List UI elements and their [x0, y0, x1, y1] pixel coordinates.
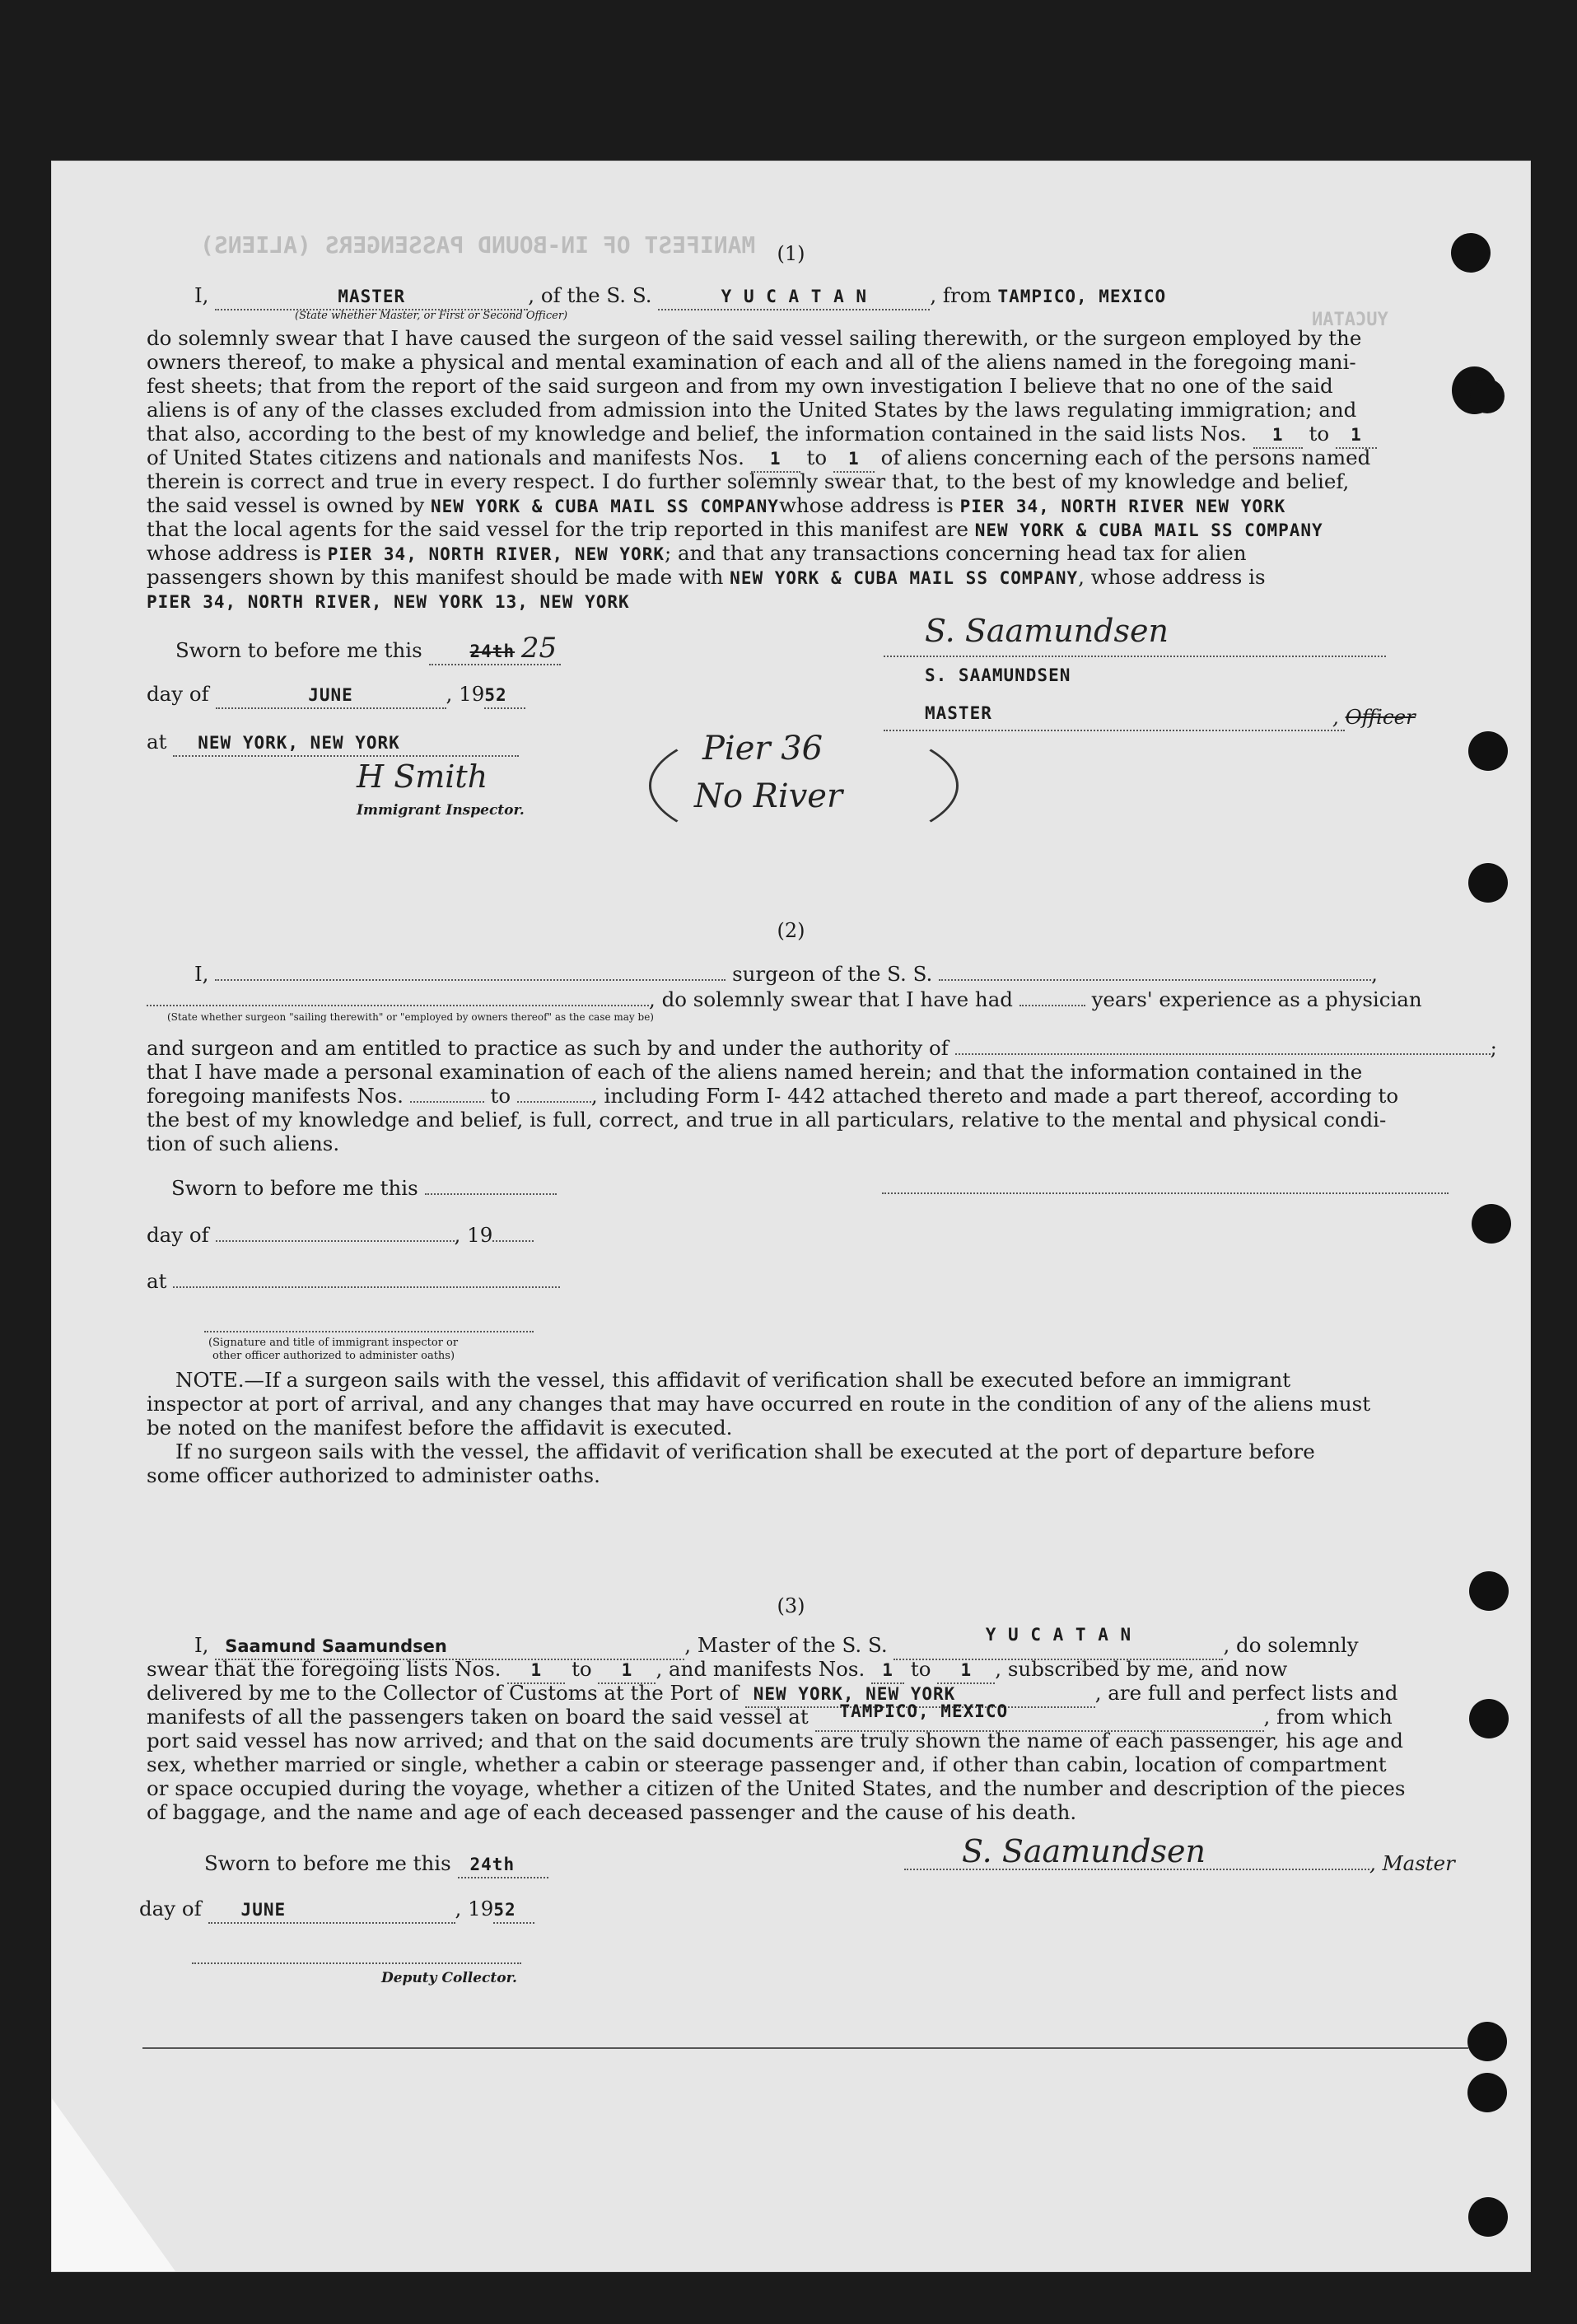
sec2-at — [147, 1269, 560, 1293]
sec1-text-4: aliens is of any of the classes excluded from admission into the United States by the laws regulating immigration; and — [147, 398, 1357, 422]
punch-hole — [1472, 1204, 1511, 1244]
sec1-text-2: owners thereof, to make a physical and mental examination of each and all of the aliens named in the foregoing mani- — [147, 350, 1356, 374]
sec1-day-of — [147, 682, 525, 709]
sec2-line-1: I, surgeon of the S. S. , — [194, 962, 1378, 986]
officer-label: , Officer — [1332, 705, 1416, 729]
deputy-collector-label: Deputy Collector. — [381, 1970, 517, 1986]
sec3-master-name: Saamund Saamundsen — [225, 1636, 447, 1656]
sec2-manifests-label: foregoing manifests Nos. — [147, 1084, 404, 1108]
sec1-text-1: do solemnly swear that I have caused the surgeon of the said vessel sailing therewith, or the surgeon employed by the — [147, 326, 1362, 350]
officer-word: Officer — [1345, 705, 1416, 729]
punch-hole — [1468, 2197, 1508, 2237]
sec2-sworn-day-field — [425, 1193, 557, 1195]
sec1-tax-address: PIER 34, NORTH RIVER, NEW YORK 13, NEW YORK — [147, 592, 630, 612]
sec2-i: I, — [194, 962, 209, 986]
sec3-sworn — [204, 1851, 548, 1878]
sec1-to-2: to — [806, 446, 828, 469]
sec1-at — [147, 730, 519, 757]
sec1-owner: NEW YORK & CUBA MAIL SS COMPANY — [431, 497, 779, 516]
punch-hole — [1467, 2022, 1507, 2061]
section-1-number: (1) — [777, 242, 805, 265]
sec1-line-rank — [194, 283, 1166, 310]
sec1-to-1: to — [1309, 422, 1330, 446]
sec1-at-label: at — [147, 730, 167, 754]
sec3-manifest-to: 1 — [960, 1660, 973, 1680]
sec1-sworn-day-field — [429, 632, 561, 665]
sec1-i: I, — [194, 283, 209, 307]
sec3-from-which: , from which — [1263, 1705, 1393, 1729]
sec1-text-12 — [147, 589, 630, 614]
sec1-from: , from — [930, 283, 991, 307]
inspector-signature: H Smith — [357, 758, 488, 795]
sec3-year-prefix: , 19 — [455, 1897, 494, 1920]
note-line-1: NOTE.—If a surgeon sails with the vessel, this affidavit of verification shall be executed before an immigrant — [175, 1368, 1291, 1392]
punch-hole — [1451, 233, 1491, 273]
sec1-whose-address: whose address is — [778, 493, 954, 517]
sec1-rank-hint: (State whether Master, or First or Second Officer) — [295, 310, 568, 322]
sec3-line-8: of baggage, and the name and age of each deceased passenger and the cause of his death. — [147, 1800, 1077, 1824]
section-3-number: (3) — [777, 1594, 805, 1617]
sec3-line-6: sex, whether married or single, whether a cabin or steerage passenger and, if other than cabin, location of compartment — [147, 1752, 1387, 1776]
sec1-text-5a: that also, according to the best of my knowledge and belief, the information contained in the said lists Nos. — [147, 422, 1247, 446]
sec3-full-perfect: , are full and perfect lists and — [1094, 1681, 1398, 1705]
sec2-sig-hint-2: other officer authorized to administer oaths) — [212, 1350, 455, 1362]
bleed-through-title: MANIFEST OF IN-BOUND PASSENGERS (ALIENS) — [200, 231, 756, 259]
sec2-authority: and surgeon and am entitled to practice as such by and under the authority of — [147, 1036, 949, 1060]
sec3-year: 52 — [493, 1900, 516, 1920]
sec1-manifest-from: 1 — [769, 449, 782, 469]
punch-hole — [1468, 863, 1508, 903]
sec2-sworn-label: Sworn to before me this — [171, 1176, 418, 1200]
sec3-port: NEW YORK, NEW YORK — [753, 1684, 956, 1704]
punch-hole — [1467, 2073, 1507, 2112]
sec2-year-prefix: , 19 — [454, 1223, 493, 1247]
sec3-manifests-all: manifests of all the passengers taken on board the said vessel at — [147, 1705, 809, 1729]
handwritten-note-line-1: Pier 36 — [702, 730, 823, 768]
sec1-text-8 — [147, 493, 1285, 519]
sec2-line-5 — [147, 1084, 1398, 1108]
sec1-month-field — [216, 682, 446, 709]
sec3-signature-line — [904, 1869, 1369, 1870]
sec1-day-new: 25 — [520, 632, 558, 665]
sec3-vessel: Y U C A T A N — [985, 1625, 1132, 1645]
sec1-owned-by: the said vessel is owned by — [147, 493, 425, 517]
sec3-list-from: 1 — [530, 1660, 543, 1680]
sec3-master-label: , Master — [1369, 1851, 1455, 1875]
sec2-line-2 — [147, 987, 1422, 1011]
sec2-day-of — [147, 1223, 534, 1247]
sec1-text-3: fest sheets; that from the report of the said surgeon and from my own investigation I believe that no one of the said — [147, 374, 1333, 398]
sec3-master-of: , Master of the S. S. — [684, 1633, 888, 1657]
sec2-line-3: and surgeon and am entitled to practice as such by and under the authority of ; — [147, 1036, 1497, 1060]
inspector-label: Immigrant Inspector. — [357, 802, 525, 819]
sec1-day-of-label: day of — [147, 682, 209, 706]
sec2-month-field — [216, 1240, 455, 1242]
sec3-sworn-day-field — [458, 1851, 548, 1878]
sec1-port: TAMPICO, MEXICO — [997, 287, 1167, 306]
sec1-rank: MASTER — [338, 287, 406, 306]
sec1-year: 52 — [484, 685, 507, 705]
sec3-to-2: to — [910, 1657, 931, 1681]
sec1-manifest-to: 1 — [848, 449, 860, 469]
document-page — [51, 161, 1531, 2272]
sec1-text-6b: of aliens concerning each of the persons named — [880, 446, 1371, 469]
sec3-manifests-label: , and manifests Nos. — [656, 1657, 865, 1681]
sec3-i: I, — [194, 1633, 209, 1657]
sec3-year-field — [493, 1897, 534, 1924]
folded-corner — [52, 2098, 175, 2271]
sec1-year-prefix: , 19 — [446, 682, 485, 706]
section-2-number: (2) — [777, 919, 805, 942]
punch-hole — [1468, 731, 1508, 771]
sec1-text-6a: of United States citizens and nationals and manifests Nos. — [147, 446, 744, 469]
sec2-years-field — [1019, 1005, 1085, 1006]
sec2-place-field — [173, 1286, 560, 1288]
sec2-sworn — [171, 1176, 557, 1200]
sec3-subscribed: , subscribed by me, and now — [995, 1657, 1288, 1681]
sec1-text-7: therein is correct and true in every respect. I do further solemnly swear that, to the best of my knowledge and belief, — [147, 469, 1350, 493]
master-signature-1: S. Saamundsen — [925, 613, 1169, 649]
sec2-manifest-from-field — [410, 1101, 484, 1103]
sec3-sworn-label: Sworn to before me this — [204, 1851, 451, 1875]
sec1-list-from: 1 — [1271, 425, 1284, 445]
sec2-hint: (State whether surgeon "sailing therewith" or "employed by owners thereof" as the case may be) — [167, 1011, 654, 1023]
sec1-tax-company: NEW YORK & CUBA MAIL SS COMPANY — [730, 568, 1079, 588]
sec1-place: NEW YORK, NEW YORK — [198, 733, 400, 753]
sec1-text-11 — [147, 565, 1266, 590]
sec1-vessel: Y U C A T A N — [721, 287, 868, 306]
sec1-agent: NEW YORK & CUBA MAIL SS COMPANY — [974, 520, 1323, 540]
sec1-year-field — [484, 682, 525, 709]
master-name: S. SAAMUNDSEN — [925, 665, 1071, 685]
punch-hole — [1470, 379, 1505, 413]
punch-hole — [1469, 1699, 1509, 1738]
sec1-agent-address-label: whose address is — [147, 541, 321, 565]
sec3-lists-label: swear that the foregoing lists Nos. — [147, 1657, 502, 1681]
sec1-sworn-label: Sworn to before me this — [175, 638, 422, 662]
bleed-through-vessel: YUCATAN — [1312, 310, 1388, 330]
sec2-sig-hint-1: (Signature and title of immigrant inspector or — [208, 1337, 459, 1349]
sec3-day-of-label: day of — [139, 1897, 202, 1920]
sec1-owner-address: PIER 34, NORTH RIVER NEW YORK — [959, 497, 1286, 516]
handwritten-note-line-2: No River — [694, 777, 843, 815]
sec1-passengers-text: passengers shown by this manifest should be made with — [147, 565, 724, 589]
master-title: MASTER — [925, 703, 992, 723]
sec3-sworn-day: 24th — [469, 1855, 516, 1874]
sec2-swear: , do solemnly swear that I have had — [649, 987, 1013, 1011]
sec3-day-of — [139, 1897, 534, 1924]
sec3-manifest-from: 1 — [882, 1660, 893, 1680]
sec1-month: JUNE — [308, 685, 353, 705]
sec2-authority-field — [955, 1053, 1491, 1055]
sec3-to-1: to — [572, 1657, 592, 1681]
sec2-status-field — [147, 1005, 649, 1006]
sec1-agent-address: PIER 34, NORTH RIVER, NEW YORK — [327, 544, 665, 564]
sec2-line-7: tion of such aliens. — [147, 1132, 340, 1155]
sec3-solemnly: , do solemnly — [1223, 1633, 1359, 1657]
sec1-list-to: 1 — [1351, 425, 1362, 445]
master-signature-2: S. Saamundsen — [962, 1833, 1206, 1869]
sec2-year-field — [492, 1240, 534, 1242]
sec1-agents-text: that the local agents for the said vessel for the trip reported in this manifest are — [147, 517, 968, 541]
deputy-collector-line — [192, 1962, 521, 1964]
note-line-2: inspector at port of arrival, and any changes that may have occurred en route in the condition of any of the aliens must — [147, 1392, 1371, 1416]
sec1-text-9 — [147, 517, 1323, 543]
sec2-years: years' experience as a physician — [1091, 987, 1422, 1011]
sec1-sworn — [175, 632, 561, 665]
sec2-line-4: that I have made a personal examination of each of the aliens named herein; and that the information contained in the — [147, 1060, 1363, 1084]
sec1-place-field — [173, 730, 519, 757]
sec3-delivered: delivered by me to the Collector of Customs at the Port of — [147, 1681, 739, 1705]
sec2-vessel-field — [939, 979, 1371, 981]
sec1-text-10 — [147, 541, 1247, 567]
sec2-line-6: the best of my knowledge and belief, is full, correct, and true in all particulars, relative to the mental and physical condi- — [147, 1108, 1387, 1132]
sec1-of-ss: , of the S. S. — [528, 283, 652, 307]
sec3-from-port: TAMPICO, MEXICO — [839, 1701, 1009, 1721]
note-line-3: be noted on the manifest before the affidavit is executed. — [147, 1416, 733, 1440]
master-title-line — [884, 730, 1345, 731]
sec3-month: JUNE — [240, 1900, 287, 1920]
sec3-list-to: 1 — [621, 1660, 633, 1680]
sec2-signature-line — [882, 1192, 1449, 1194]
sec2-form-text: , including Form I- 442 attached thereto and made a part thereof, according to — [590, 1084, 1399, 1108]
sec2-day-of-label: day of — [147, 1223, 209, 1247]
sec1-day-struck: 24th — [469, 642, 516, 661]
sec1-rank-field — [215, 283, 528, 310]
sec2-to: to — [490, 1084, 511, 1108]
note-line-5: some officer authorized to administer oaths. — [147, 1463, 600, 1487]
punch-hole — [1469, 1571, 1509, 1611]
sec1-head-tax-text: ; and that any transactions concerning head tax for alien — [664, 541, 1247, 565]
sec2-manifest-to-field — [517, 1101, 591, 1103]
sec2-at-label: at — [147, 1269, 167, 1293]
sec3-line-7: or space occupied during the voyage, whether a citizen of the United States, and the number and description of the pieces — [147, 1776, 1406, 1800]
master-signature-line — [884, 656, 1386, 657]
note-line-4: If no surgeon sails with the vessel, the affidavit of verification shall be executed at the port of departure before — [175, 1440, 1315, 1463]
sec3-month-field — [208, 1897, 455, 1924]
sec2-surgeon-of: surgeon of the S. S. — [732, 962, 933, 986]
sec2-surgeon-name-field — [215, 979, 726, 981]
sec1-vessel-field — [658, 283, 930, 310]
bottom-rule — [142, 2047, 1468, 2049]
sec2-inspector-line — [204, 1331, 534, 1332]
sec3-line-5: port said vessel has now arrived; and that on the said documents are truly shown the name of each passenger, his age and — [147, 1729, 1403, 1752]
sec1-whose-address-2: , whose address is — [1078, 565, 1266, 589]
